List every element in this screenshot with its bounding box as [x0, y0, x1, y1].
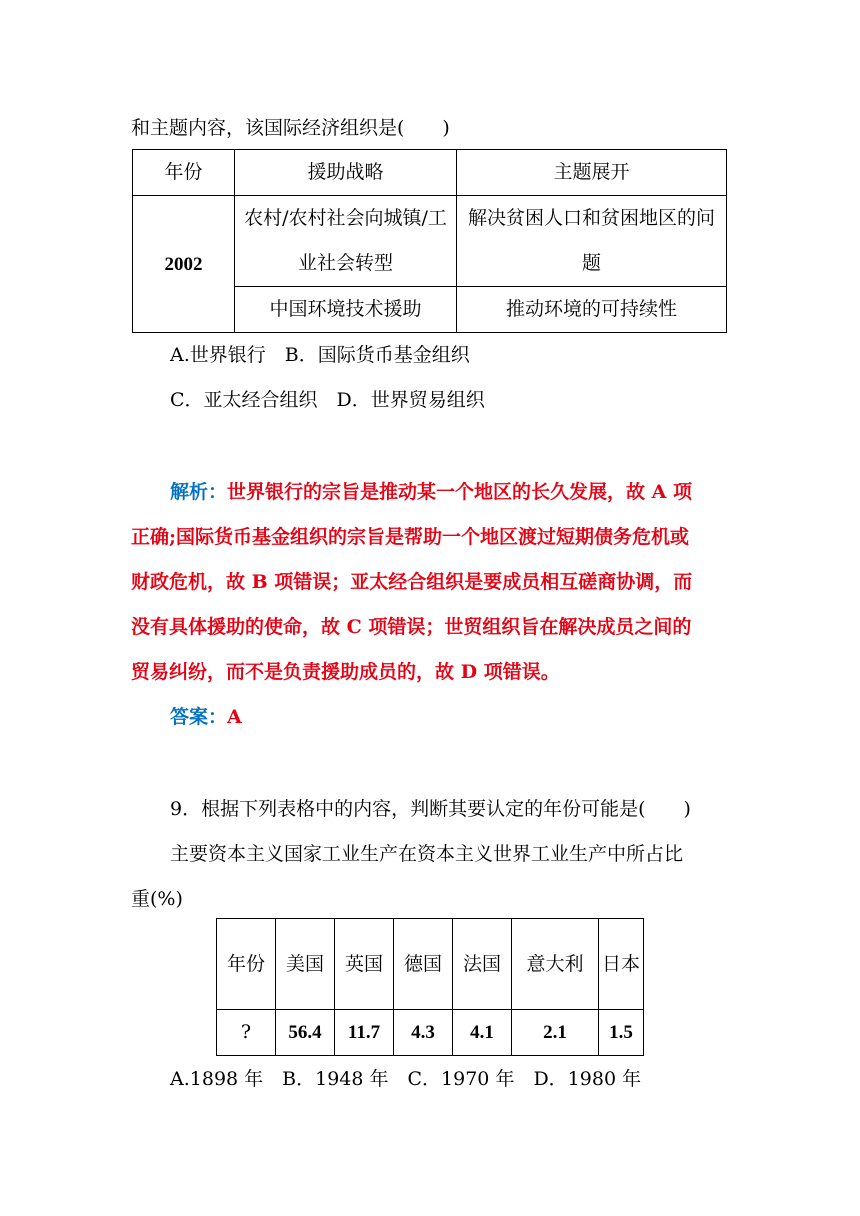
q9-caption-line1: 主要资本主义国家工业生产在资本主义世界工业生产中所占比	[170, 843, 684, 865]
table-row	[133, 196, 727, 287]
table-cell: 农村/农村社会向城镇/工业社会转型	[235, 196, 457, 287]
analysis-line-1	[170, 480, 692, 504]
table-cell: 解决贫困人口和贫困地区的问题	[457, 196, 727, 287]
table-header-cell: 援助战略	[235, 150, 457, 196]
analysis-line-3: 财政危机，故 B 项错误；亚太经合组织是要成员相互磋商协调，而	[131, 571, 693, 593]
analysis-line-4: 没有具体援助的使命，故 C 项错误；世贸组织旨在解决成员之间的	[131, 616, 692, 638]
analysis-line-5: 贸易纠纷，而不是负责援助成员的，故 D 项错误。	[131, 661, 560, 683]
table-header-cell: 英国	[335, 919, 394, 1010]
table-cell: 中国环境技术援助	[235, 287, 457, 333]
table-header-cell: 主题展开	[457, 150, 727, 196]
table-cell: 推动环境的可持续性	[457, 287, 727, 333]
q9-stem: 9．根据下列表格中的内容，判断其要认定的年份可能是( )	[170, 798, 691, 820]
table-header-cell: 意大利	[512, 919, 599, 1010]
table-header-row	[133, 150, 727, 196]
table-header-cell: 年份	[133, 150, 235, 196]
table-cell: 56.4	[276, 1010, 335, 1056]
table-header-cell: 德国	[394, 919, 453, 1010]
analysis-label: 解析：	[170, 481, 228, 503]
table-cell: ?	[217, 1010, 276, 1056]
table-header-cell: 年份	[217, 919, 276, 1010]
q9-table	[216, 918, 644, 1056]
table-cell-year: 2002	[133, 196, 235, 333]
table-cell: 2.1	[512, 1010, 599, 1056]
table-row	[217, 1010, 644, 1056]
q9-options: A.1898 年 B．1948 年 C．1970 年 D．1980 年	[170, 1068, 642, 1090]
q8-options-line1: A.世界银行 B．国际货币基金组织	[170, 344, 470, 366]
table-header-cell: 日本	[599, 919, 644, 1010]
table-cell: 11.7	[335, 1010, 394, 1056]
analysis-text: 世界银行的宗旨是推动某一个地区的长久发展，故 A 项	[227, 481, 692, 503]
table-cell: 4.3	[394, 1010, 453, 1056]
q9-caption-line2: 重(%)	[131, 888, 183, 910]
table-header-row	[217, 919, 644, 1010]
q8-stem-tail: 和主题内容，该国际经济组织是( )	[131, 117, 450, 139]
table-header-cell: 法国	[453, 919, 512, 1010]
q8-options-line2: C．亚太经合组织 D．世界贸易组织	[170, 389, 485, 411]
table-header-cell: 美国	[276, 919, 335, 1010]
answer-label: 答案：	[170, 706, 228, 728]
analysis-line-2: 正确;国际货币基金组织的宗旨是帮助一个地区渡过短期债务危机或	[131, 526, 690, 548]
table-cell: 4.1	[453, 1010, 512, 1056]
table-cell: 1.5	[599, 1010, 644, 1056]
answer-line	[170, 705, 242, 729]
answer-value: A	[227, 706, 242, 728]
q8-table	[132, 149, 727, 333]
